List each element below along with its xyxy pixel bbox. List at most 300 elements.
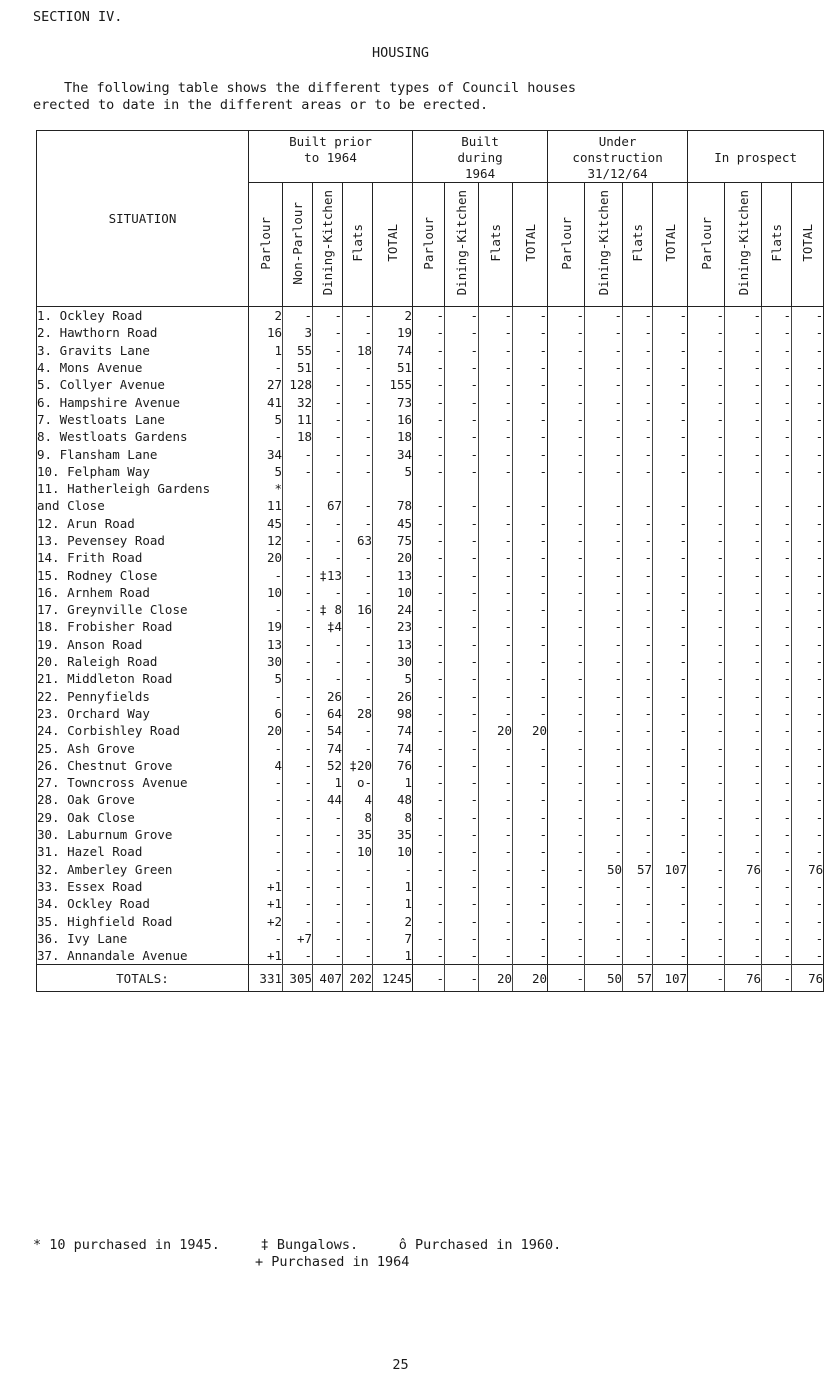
value-cell: - <box>725 393 762 410</box>
value-cell: - <box>413 463 445 480</box>
value-cell: - <box>688 861 725 878</box>
table-row <box>37 376 824 393</box>
value-cell: - <box>413 791 445 808</box>
situation-cell: 20. Raleigh Road <box>37 653 249 670</box>
value-cell: 44 <box>313 791 343 808</box>
value-cell: - <box>343 584 373 601</box>
value-cell: - <box>445 705 479 722</box>
value-cell: - <box>479 376 513 393</box>
value-cell: - <box>792 739 824 756</box>
value-cell: - <box>653 342 688 359</box>
value-cell: - <box>313 532 343 549</box>
value-cell: - <box>479 566 513 583</box>
value-cell: 20 <box>249 722 283 739</box>
value-cell: - <box>585 342 623 359</box>
value-cell: - <box>585 912 623 929</box>
value-cell: +1 <box>249 895 283 912</box>
value-cell: - <box>792 912 824 929</box>
column-header-label: TOTAL <box>385 224 401 262</box>
value-cell: - <box>688 549 725 566</box>
value-cell: - <box>513 636 548 653</box>
situation-cell: 16. Arnhem Road <box>37 584 249 601</box>
value-cell: - <box>623 722 653 739</box>
value-cell: - <box>548 757 585 774</box>
value-cell: - <box>688 601 725 618</box>
column-header <box>445 183 479 307</box>
value-cell: 19 <box>249 618 283 635</box>
value-cell: - <box>513 705 548 722</box>
value-cell: - <box>725 930 762 947</box>
value-cell: - <box>688 411 725 428</box>
value-cell: - <box>548 791 585 808</box>
value-cell: - <box>653 376 688 393</box>
group-header-line: Built prior <box>289 134 372 149</box>
value-cell: - <box>283 618 313 635</box>
value-cell: - <box>313 549 343 566</box>
value-cell: - <box>479 670 513 687</box>
situation-cell: 8. Westloats Gardens <box>37 428 249 445</box>
value-cell: - <box>623 411 653 428</box>
value-cell: - <box>548 584 585 601</box>
value-cell <box>725 480 762 497</box>
value-cell: - <box>623 739 653 756</box>
value-cell: - <box>792 757 824 774</box>
value-cell: - <box>623 497 653 514</box>
table-row <box>37 930 824 947</box>
table-row <box>37 878 824 895</box>
value-cell: - <box>479 705 513 722</box>
column-header <box>479 183 513 307</box>
value-cell: - <box>762 809 792 826</box>
value-cell: - <box>479 688 513 705</box>
situation-cell: 5. Collyer Avenue <box>37 376 249 393</box>
value-cell <box>513 480 548 497</box>
value-cell: - <box>623 809 653 826</box>
value-cell: - <box>283 497 313 514</box>
value-cell: - <box>762 947 792 965</box>
value-cell: - <box>548 739 585 756</box>
value-cell: - <box>343 912 373 929</box>
value-cell: - <box>249 774 283 791</box>
column-header <box>623 183 653 307</box>
value-cell: - <box>479 878 513 895</box>
value-cell: - <box>792 411 824 428</box>
value-cell: - <box>513 774 548 791</box>
value-cell: - <box>479 947 513 965</box>
group-header-line: 31/12/64 <box>587 166 648 181</box>
value-cell: - <box>513 912 548 929</box>
situation-cell: 2. Hawthorn Road <box>37 324 249 341</box>
value-cell: - <box>623 688 653 705</box>
value-cell: - <box>283 912 313 929</box>
value-cell: - <box>653 497 688 514</box>
column-header-label: Parlour <box>258 216 273 270</box>
value-cell: - <box>479 411 513 428</box>
value-cell: - <box>688 930 725 947</box>
value-cell: - <box>513 463 548 480</box>
value-cell: - <box>548 428 585 445</box>
value-cell: - <box>479 307 513 325</box>
value-cell: - <box>343 359 373 376</box>
value-cell: - <box>725 688 762 705</box>
table-row <box>37 757 824 774</box>
table-row <box>37 912 824 929</box>
value-cell: - <box>653 912 688 929</box>
value-cell: - <box>249 688 283 705</box>
situation-cell: 31. Hazel Road <box>37 843 249 860</box>
value-cell: - <box>725 757 762 774</box>
value-cell: - <box>413 393 445 410</box>
value-cell: - <box>725 307 762 325</box>
value-cell: - <box>413 826 445 843</box>
value-cell: 20 <box>249 549 283 566</box>
value-cell: - <box>513 843 548 860</box>
table-row <box>37 653 824 670</box>
value-cell: - <box>283 532 313 549</box>
value-cell: - <box>688 757 725 774</box>
value-cell: - <box>548 497 585 514</box>
column-header <box>792 183 824 307</box>
value-cell: - <box>653 930 688 947</box>
table-row <box>37 428 824 445</box>
value-cell: - <box>688 376 725 393</box>
value-cell: - <box>513 532 548 549</box>
table-row <box>37 393 824 410</box>
value-cell: - <box>792 532 824 549</box>
value-cell: - <box>653 566 688 583</box>
value-cell: - <box>479 791 513 808</box>
value-cell: - <box>688 584 725 601</box>
value-cell: - <box>585 670 623 687</box>
value-cell: 50 <box>585 861 623 878</box>
value-cell: 18 <box>373 428 413 445</box>
value-cell: - <box>725 947 762 965</box>
value-cell: 54 <box>313 722 343 739</box>
value-cell: - <box>513 878 548 895</box>
value-cell <box>445 480 479 497</box>
value-cell: 23 <box>373 618 413 635</box>
value-cell: - <box>585 445 623 462</box>
value-cell: - <box>725 549 762 566</box>
value-cell: - <box>688 515 725 532</box>
value-cell: - <box>653 445 688 462</box>
value-cell: - <box>513 307 548 325</box>
value-cell: - <box>283 809 313 826</box>
value-cell: - <box>513 584 548 601</box>
value-cell: - <box>513 653 548 670</box>
value-cell: - <box>688 965 725 992</box>
value-cell: - <box>725 376 762 393</box>
value-cell: - <box>585 497 623 514</box>
value-cell: - <box>445 757 479 774</box>
value-cell: - <box>413 774 445 791</box>
value-cell: - <box>313 359 343 376</box>
value-cell: - <box>623 393 653 410</box>
value-cell: 48 <box>373 791 413 808</box>
value-cell: - <box>445 532 479 549</box>
value-cell: 76 <box>792 965 824 992</box>
value-cell: 2 <box>373 307 413 325</box>
value-cell: - <box>445 307 479 325</box>
column-header-label: TOTAL <box>662 224 678 262</box>
value-cell: - <box>653 532 688 549</box>
value-cell: - <box>445 912 479 929</box>
value-cell: - <box>762 359 792 376</box>
value-cell: - <box>283 705 313 722</box>
value-cell: - <box>762 878 792 895</box>
value-cell: - <box>623 515 653 532</box>
value-cell: - <box>283 774 313 791</box>
value-cell: - <box>283 739 313 756</box>
column-header-label: Flats <box>350 224 365 262</box>
value-cell: 20 <box>513 965 548 992</box>
value-cell: - <box>762 324 792 341</box>
value-cell: - <box>445 947 479 965</box>
value-cell: - <box>792 359 824 376</box>
table-row <box>37 497 824 514</box>
value-cell: - <box>792 549 824 566</box>
value-cell <box>283 480 313 497</box>
value-cell: - <box>249 359 283 376</box>
value-cell <box>343 480 373 497</box>
value-cell: - <box>413 342 445 359</box>
value-cell: - <box>762 653 792 670</box>
table-row <box>37 480 824 497</box>
value-cell: - <box>313 445 343 462</box>
value-cell: 1 <box>373 774 413 791</box>
value-cell: - <box>623 757 653 774</box>
value-cell: - <box>343 376 373 393</box>
value-cell: - <box>792 463 824 480</box>
housing-table <box>36 130 824 992</box>
value-cell: - <box>653 791 688 808</box>
value-cell: - <box>688 636 725 653</box>
value-cell: 2 <box>373 912 413 929</box>
value-cell: - <box>313 393 343 410</box>
value-cell: - <box>313 809 343 826</box>
value-cell: - <box>548 393 585 410</box>
value-cell: - <box>792 653 824 670</box>
value-cell: - <box>445 342 479 359</box>
value-cell: ‡13 <box>313 566 343 583</box>
value-cell: - <box>283 826 313 843</box>
value-cell: - <box>249 601 283 618</box>
column-header <box>725 183 762 307</box>
value-cell: - <box>413 515 445 532</box>
value-cell: - <box>653 549 688 566</box>
value-cell: - <box>762 930 792 947</box>
value-cell: - <box>792 307 824 325</box>
value-cell: 75 <box>373 532 413 549</box>
column-header-label: Parlour <box>421 216 437 270</box>
value-cell: - <box>479 601 513 618</box>
value-cell: - <box>313 463 343 480</box>
value-cell: - <box>623 324 653 341</box>
value-cell: - <box>688 670 725 687</box>
value-cell: - <box>249 809 283 826</box>
value-cell <box>688 480 725 497</box>
value-cell: 78 <box>373 497 413 514</box>
value-cell: - <box>445 549 479 566</box>
situation-cell: 24. Corbishley Road <box>37 722 249 739</box>
value-cell: - <box>413 843 445 860</box>
column-header-label: Dining-Kitchen <box>320 190 335 296</box>
value-cell: - <box>623 705 653 722</box>
value-cell: - <box>479 739 513 756</box>
column-header <box>249 183 283 307</box>
value-cell: - <box>513 739 548 756</box>
value-cell: - <box>413 878 445 895</box>
value-cell: - <box>445 809 479 826</box>
value-cell: - <box>792 393 824 410</box>
value-cell: - <box>623 791 653 808</box>
value-cell <box>653 480 688 497</box>
value-cell: - <box>283 878 313 895</box>
value-cell: - <box>513 376 548 393</box>
value-cell: - <box>792 688 824 705</box>
value-cell: - <box>792 342 824 359</box>
value-cell: - <box>548 722 585 739</box>
value-cell: - <box>762 601 792 618</box>
section-title: SECTION IV. <box>33 9 123 25</box>
value-cell: - <box>762 428 792 445</box>
value-cell: - <box>343 428 373 445</box>
group-header-line: to 1964 <box>304 150 357 165</box>
value-cell: - <box>623 653 653 670</box>
value-cell: +1 <box>249 947 283 965</box>
value-cell: 13 <box>249 636 283 653</box>
situation-cell: 14. Frith Road <box>37 549 249 566</box>
value-cell: - <box>585 532 623 549</box>
value-cell: - <box>688 895 725 912</box>
value-cell: - <box>413 411 445 428</box>
value-cell: - <box>513 566 548 583</box>
value-cell: 35 <box>343 826 373 843</box>
value-cell: 11 <box>249 497 283 514</box>
situation-cell: 29. Oak Close <box>37 809 249 826</box>
value-cell: - <box>623 618 653 635</box>
value-cell: - <box>585 463 623 480</box>
value-cell: - <box>725 670 762 687</box>
table-row <box>37 566 824 583</box>
value-cell: 19 <box>373 324 413 341</box>
value-cell: - <box>725 342 762 359</box>
value-cell: 107 <box>653 965 688 992</box>
value-cell: - <box>283 566 313 583</box>
value-cell: - <box>445 670 479 687</box>
value-cell: - <box>413 670 445 687</box>
situation-header: SITUATION <box>37 131 249 307</box>
value-cell: - <box>688 791 725 808</box>
value-cell: - <box>623 636 653 653</box>
value-cell: - <box>413 653 445 670</box>
value-cell: +2 <box>249 912 283 929</box>
value-cell: - <box>548 912 585 929</box>
value-cell: - <box>585 324 623 341</box>
value-cell: - <box>585 549 623 566</box>
value-cell: o- <box>343 774 373 791</box>
value-cell: - <box>762 688 792 705</box>
situation-cell: 18. Frobisher Road <box>37 618 249 635</box>
value-cell: - <box>623 826 653 843</box>
value-cell: - <box>513 324 548 341</box>
value-cell: - <box>548 532 585 549</box>
value-cell: - <box>585 722 623 739</box>
value-cell: - <box>413 809 445 826</box>
value-cell: - <box>585 739 623 756</box>
value-cell: - <box>653 878 688 895</box>
value-cell: - <box>653 826 688 843</box>
value-cell: - <box>513 861 548 878</box>
value-cell: - <box>585 618 623 635</box>
value-cell: - <box>762 670 792 687</box>
value-cell: 74 <box>373 722 413 739</box>
value-cell: - <box>762 739 792 756</box>
value-cell: 24 <box>373 601 413 618</box>
value-cell: - <box>585 411 623 428</box>
value-cell: - <box>585 653 623 670</box>
value-cell: - <box>688 393 725 410</box>
value-cell: 55 <box>283 342 313 359</box>
value-cell: - <box>343 895 373 912</box>
value-cell: 4 <box>343 791 373 808</box>
column-header-label: Parlour <box>558 216 574 270</box>
value-cell: - <box>548 705 585 722</box>
value-cell: - <box>725 411 762 428</box>
column-header <box>762 183 792 307</box>
value-cell: - <box>585 757 623 774</box>
value-cell <box>623 480 653 497</box>
value-cell: - <box>725 722 762 739</box>
value-cell: 305 <box>283 965 313 992</box>
table-row <box>37 445 824 462</box>
value-cell: - <box>792 601 824 618</box>
value-cell: - <box>249 843 283 860</box>
value-cell: - <box>445 428 479 445</box>
value-cell: - <box>623 584 653 601</box>
value-cell: - <box>548 618 585 635</box>
value-cell: - <box>762 497 792 514</box>
value-cell: 12 <box>249 532 283 549</box>
value-cell: 76 <box>725 965 762 992</box>
value-cell: - <box>653 463 688 480</box>
table-row <box>37 826 824 843</box>
value-cell: - <box>445 376 479 393</box>
value-cell: - <box>548 359 585 376</box>
totals-row <box>37 965 824 992</box>
value-cell: - <box>688 359 725 376</box>
value-cell: - <box>688 843 725 860</box>
value-cell: - <box>313 307 343 325</box>
value-cell: - <box>283 549 313 566</box>
situation-cell: 25. Ash Grove <box>37 739 249 756</box>
page-number: 25 <box>392 1357 409 1373</box>
value-cell <box>373 480 413 497</box>
value-cell: 20 <box>373 549 413 566</box>
column-header-label: Parlour <box>698 216 714 270</box>
value-cell: 5 <box>373 670 413 687</box>
value-cell: 5 <box>249 411 283 428</box>
value-cell: 51 <box>373 359 413 376</box>
value-cell: - <box>653 739 688 756</box>
group-header-line: Built <box>461 134 499 149</box>
value-cell: - <box>762 566 792 583</box>
value-cell: - <box>792 515 824 532</box>
value-cell: - <box>792 428 824 445</box>
value-cell: - <box>249 826 283 843</box>
value-cell: - <box>653 307 688 325</box>
value-cell: * <box>249 480 283 497</box>
